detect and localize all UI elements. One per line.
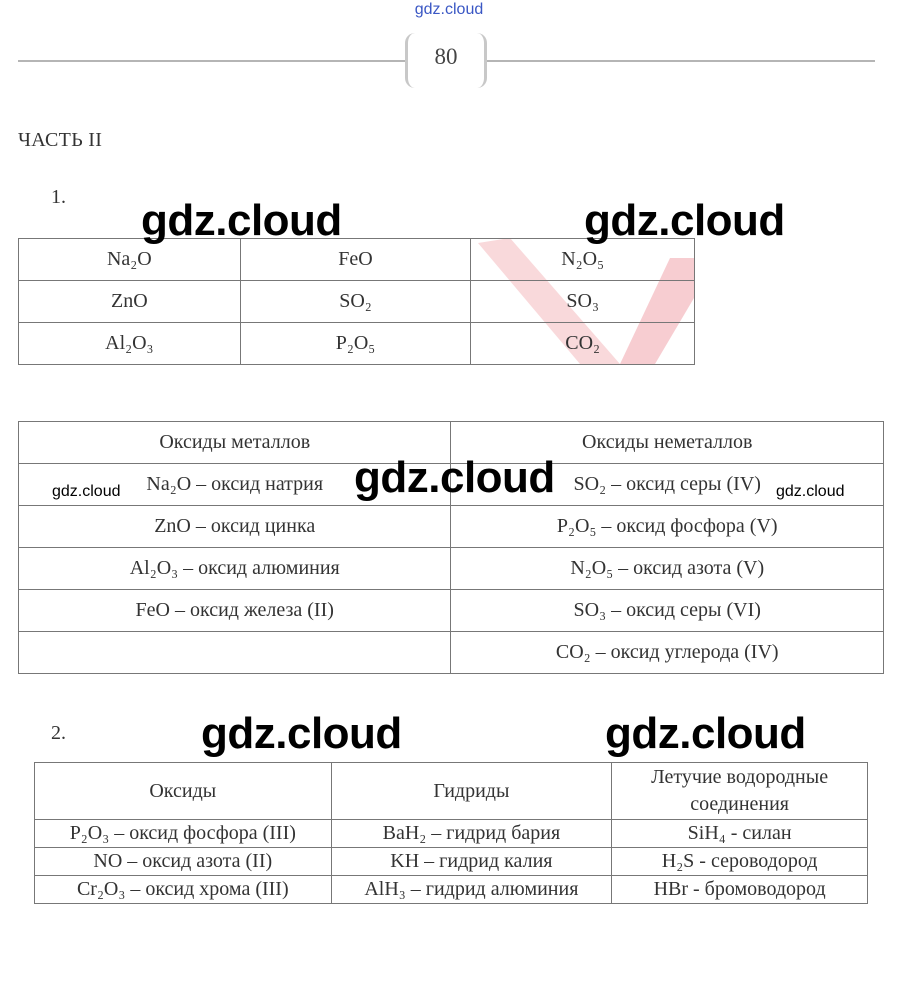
header-hydrides: Гидриды: [331, 763, 612, 820]
watermark: gdz.cloud: [52, 483, 121, 500]
table-row: [19, 590, 884, 632]
watermark: gdz.cloud: [605, 709, 806, 758]
part-heading: ЧАСТЬ II: [18, 129, 103, 151]
watermark: gdz.cloud: [354, 453, 555, 502]
table-cell: Na₂O – оксид натрия: [19, 464, 451, 506]
table-cell: N₂O₅ – оксид азота (V): [451, 548, 884, 590]
table-row: [19, 548, 884, 590]
table-row: [35, 820, 868, 848]
table-cell: Na₂O: [19, 239, 241, 281]
header-oxides: Оксиды: [35, 763, 332, 820]
site-label: gdz.cloud: [414, 1, 484, 18]
watermark: gdz.cloud: [201, 709, 402, 758]
table-row: [19, 632, 884, 674]
header-volatile-hydrogen-compounds: Летучие водородные соединения: [612, 763, 868, 820]
table-cell: SiH₄ - силан: [612, 820, 868, 848]
table-cell: FeO: [240, 239, 471, 281]
table-cell: P₂O₅ – оксид фосфора (V): [451, 506, 884, 548]
table-cell: ZnO – оксид цинка: [19, 506, 451, 548]
table-cell: KH – гидрид калия: [331, 848, 612, 876]
table-cell: CO₂ – оксид углерода (IV): [451, 632, 884, 674]
header-rule-right: [487, 60, 875, 62]
header-metal-oxides: Оксиды металлов: [19, 422, 451, 464]
table-cell: AlH₃ – гидрид алюминия: [331, 876, 612, 904]
watermark: gdz.cloud: [141, 196, 342, 245]
table-header-row: [35, 763, 868, 820]
table-cell: Al₂O₃: [19, 323, 241, 365]
task1-number: 1.: [51, 186, 66, 208]
table-cell: N₂O₅: [471, 239, 695, 281]
table-row: [19, 281, 695, 323]
page-number: 80: [405, 33, 487, 88]
watermark: gdz.cloud: [776, 483, 845, 500]
table-cell: ZnO: [19, 281, 241, 323]
watermark: gdz.cloud: [584, 196, 785, 245]
table-cell: SO₂: [240, 281, 471, 323]
compounds-table: [34, 762, 868, 904]
table-cell: BaH₂ – гидрид бария: [331, 820, 612, 848]
table-cell: SO₃ – оксид серы (VI): [451, 590, 884, 632]
table-row: [19, 323, 695, 365]
task2-number: 2.: [51, 722, 66, 744]
table-cell: H₂S - сероводород: [612, 848, 868, 876]
table-row: [35, 848, 868, 876]
table-row: [19, 506, 884, 548]
header-rule-left: [18, 60, 405, 62]
table-cell: Al₂O₃ – оксид алюминия: [19, 548, 451, 590]
table-cell: P₂O₅: [240, 323, 471, 365]
table-cell: SO₂ – оксид серы (IV): [451, 464, 884, 506]
table-cell: [19, 632, 451, 674]
table-cell: NO – оксид азота (II): [35, 848, 332, 876]
table-cell: CO₂: [471, 323, 695, 365]
table-cell: HBr - бромоводород: [612, 876, 868, 904]
table-row: [35, 876, 868, 904]
table-cell: SO₃: [471, 281, 695, 323]
header-nonmetal-oxides: Оксиды неметаллов: [451, 422, 884, 464]
table-cell: P₂O₃ – оксид фосфора (III): [35, 820, 332, 848]
table-cell: FeO – оксид железа (II): [19, 590, 451, 632]
table-cell: Cr₂O₃ – оксид хрома (III): [35, 876, 332, 904]
oxides-grid-table: [18, 238, 695, 365]
